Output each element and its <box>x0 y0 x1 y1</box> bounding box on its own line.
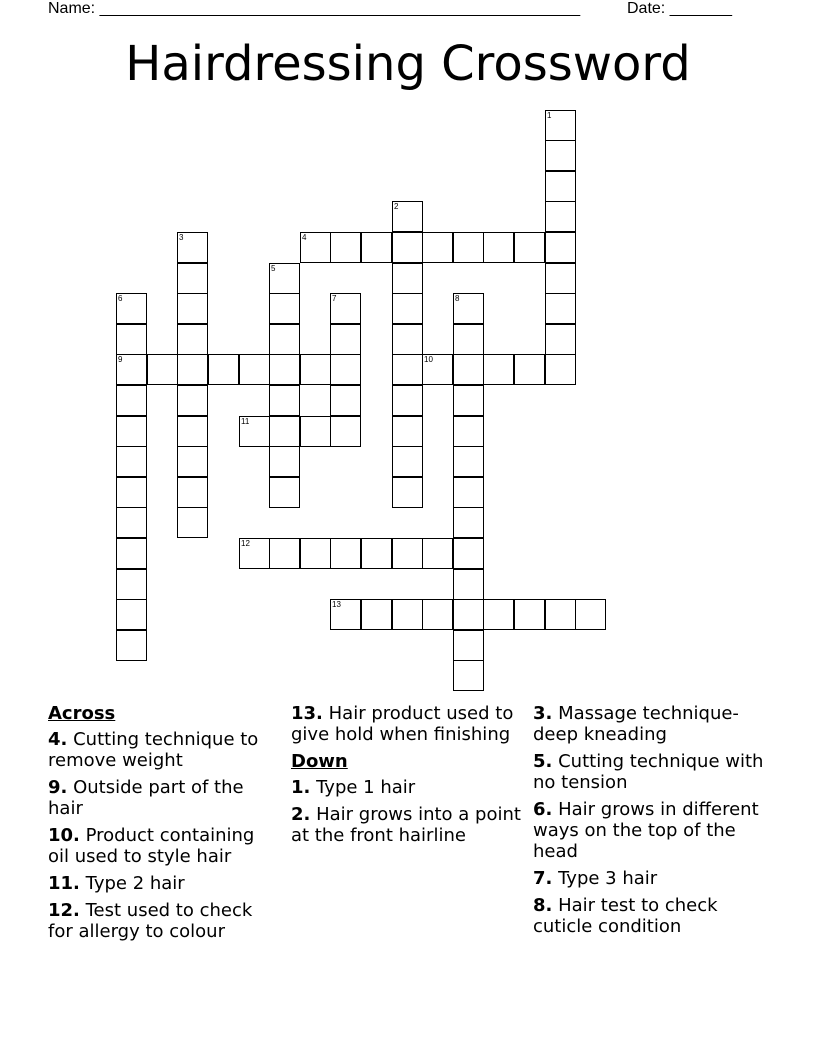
clue-number: 9. <box>48 777 68 798</box>
grid-cell[interactable] <box>269 416 300 447</box>
cell-number: 3 <box>179 233 184 242</box>
clue-down-7 <box>533 868 765 889</box>
grid-cell[interactable] <box>392 538 423 569</box>
clue-down-6 <box>533 799 765 862</box>
grid-cell[interactable] <box>300 538 331 569</box>
cell-number: 5 <box>271 264 276 273</box>
grid-cell[interactable] <box>545 599 576 630</box>
grid-cell[interactable] <box>514 232 545 263</box>
cell-number: 12 <box>241 539 250 548</box>
cell-number: 6 <box>118 294 123 303</box>
grid-cell[interactable] <box>392 232 423 263</box>
grid-cell[interactable] <box>330 232 361 263</box>
grid-cell[interactable] <box>392 293 423 324</box>
grid-cell[interactable] <box>453 660 484 691</box>
grid-cell[interactable] <box>116 599 147 630</box>
grid-cell[interactable] <box>208 354 239 385</box>
grid-cell[interactable] <box>545 324 576 355</box>
grid-cell[interactable] <box>239 354 270 385</box>
cell-number: 8 <box>455 294 460 303</box>
grid-cell[interactable] <box>545 263 576 294</box>
grid-cell[interactable] <box>453 385 484 416</box>
grid-cell[interactable] <box>422 538 453 569</box>
grid-cell[interactable] <box>392 263 423 294</box>
grid-cell[interactable] <box>330 416 361 447</box>
grid-cell[interactable] <box>545 110 576 141</box>
clue-text: Cutting technique to remove weight <box>48 729 259 771</box>
grid-cell[interactable] <box>453 507 484 538</box>
clue-down-8 <box>533 895 765 937</box>
grid-cell[interactable] <box>300 416 331 447</box>
grid-cell[interactable] <box>483 599 514 630</box>
grid-cell[interactable] <box>361 232 392 263</box>
clue-text: Massage technique- deep kneading <box>533 703 739 745</box>
grid-cell[interactable] <box>453 354 484 385</box>
clue-number: 11. <box>48 873 80 894</box>
grid-cell[interactable] <box>422 354 453 385</box>
grid-cell[interactable] <box>269 446 300 477</box>
grid-cell[interactable] <box>330 354 361 385</box>
name-field: Name: ______________________________________________________ <box>48 0 581 17</box>
clue-down-3 <box>533 703 765 745</box>
clue-text: Cutting technique with no tension <box>533 751 764 793</box>
clue-across-4 <box>48 729 280 771</box>
clue-text: Type 1 hair <box>316 777 416 798</box>
clue-down-2 <box>291 804 523 846</box>
grid-cell[interactable] <box>116 354 147 385</box>
grid-cell[interactable] <box>269 538 300 569</box>
clue-text: Outside part of the hair <box>48 777 244 819</box>
grid-cell[interactable] <box>116 416 147 447</box>
clue-number: 7. <box>533 868 553 889</box>
grid-cell[interactable] <box>147 354 178 385</box>
grid-cell[interactable] <box>545 232 576 263</box>
grid-cell[interactable] <box>453 538 484 569</box>
grid-cell[interactable] <box>269 293 300 324</box>
grid-cell[interactable] <box>177 477 208 508</box>
clue-column-3 <box>533 703 765 943</box>
grid-cell[interactable] <box>116 477 147 508</box>
grid-cell[interactable] <box>269 324 300 355</box>
grid-cell[interactable] <box>392 385 423 416</box>
clue-number: 5. <box>533 751 553 772</box>
grid-cell[interactable] <box>514 354 545 385</box>
grid-cell[interactable] <box>177 324 208 355</box>
clue-number: 13. <box>291 703 323 724</box>
clue-text: Hair test to check cuticle condition <box>533 895 718 937</box>
grid-cell[interactable] <box>392 416 423 447</box>
grid-cell[interactable] <box>177 354 208 385</box>
grid-cell[interactable] <box>116 293 147 324</box>
grid-cell[interactable] <box>422 599 453 630</box>
grid-cell[interactable] <box>453 416 484 447</box>
grid-cell[interactable] <box>453 569 484 600</box>
cell-number: 10 <box>424 355 433 364</box>
grid-cell[interactable] <box>545 171 576 202</box>
grid-cell[interactable] <box>545 293 576 324</box>
grid-cell[interactable] <box>116 385 147 416</box>
clue-number: 4. <box>48 729 68 750</box>
grid-cell[interactable] <box>116 569 147 600</box>
grid-cell[interactable] <box>177 385 208 416</box>
grid-cell[interactable] <box>392 201 423 232</box>
grid-cell[interactable] <box>392 324 423 355</box>
grid-cell[interactable] <box>330 324 361 355</box>
clue-number: 10. <box>48 825 80 846</box>
cell-number: 4 <box>302 233 307 242</box>
across-heading: Across <box>48 703 116 724</box>
clue-number: 8. <box>533 895 553 916</box>
grid-cell[interactable] <box>514 599 545 630</box>
clue-text: Hair product used to give hold when finishing <box>291 703 514 745</box>
grid-cell[interactable] <box>116 538 147 569</box>
grid-cell[interactable] <box>177 263 208 294</box>
clue-text: Type 3 hair <box>558 868 658 889</box>
clue-number: 12. <box>48 900 80 921</box>
page-title: Hairdressing Crossword <box>125 36 691 92</box>
grid-cell[interactable] <box>483 354 514 385</box>
grid-cell[interactable] <box>116 630 147 661</box>
clue-text: Hair grows into a point at the front hairline <box>291 804 521 846</box>
grid-cell[interactable] <box>453 293 484 324</box>
grid-cell[interactable] <box>269 354 300 385</box>
clue-number: 3. <box>533 703 553 724</box>
clue-across-9 <box>48 777 280 819</box>
grid-cell[interactable] <box>239 416 270 447</box>
clue-text: Test used to check for allergy to colour <box>48 900 253 942</box>
clue-text: Type 2 hair <box>85 873 185 894</box>
grid-cell[interactable] <box>545 201 576 232</box>
grid-cell[interactable] <box>453 599 484 630</box>
grid-cell[interactable] <box>330 538 361 569</box>
grid-cell[interactable] <box>545 140 576 171</box>
grid-cell[interactable] <box>453 446 484 477</box>
clue-text: Hair grows in different ways on the top of the head <box>533 799 759 862</box>
clue-column-1 <box>48 703 280 948</box>
grid-cell[interactable] <box>330 599 361 630</box>
grid-cell[interactable] <box>116 324 147 355</box>
grid-cell[interactable] <box>177 507 208 538</box>
cell-number: 13 <box>332 600 341 609</box>
clue-text: Product containing oil used to style hair <box>48 825 255 867</box>
grid-cell[interactable] <box>300 354 331 385</box>
grid-cell[interactable] <box>269 477 300 508</box>
grid-cell[interactable] <box>330 385 361 416</box>
down-heading: Down <box>291 751 348 772</box>
clue-down-1 <box>291 777 523 798</box>
grid-cell[interactable] <box>453 477 484 508</box>
clue-across-11 <box>48 873 280 894</box>
grid-cell[interactable] <box>177 293 208 324</box>
clue-column-2 <box>291 703 523 852</box>
grid-cell[interactable] <box>177 416 208 447</box>
grid-cell[interactable] <box>361 538 392 569</box>
grid-cell[interactable] <box>116 446 147 477</box>
cell-number: 11 <box>241 417 250 426</box>
grid-cell[interactable] <box>239 538 270 569</box>
cell-number: 9 <box>118 355 123 364</box>
grid-cell[interactable] <box>545 354 576 385</box>
grid-cell[interactable] <box>453 324 484 355</box>
clue-down-5 <box>533 751 765 793</box>
grid-cell[interactable] <box>483 232 514 263</box>
grid-cell[interactable] <box>392 477 423 508</box>
clue-number: 2. <box>291 804 311 825</box>
grid-cell[interactable] <box>116 507 147 538</box>
grid-cell[interactable] <box>453 630 484 661</box>
clue-number: 6. <box>533 799 553 820</box>
grid-cell[interactable] <box>361 599 392 630</box>
clue-across-10 <box>48 825 280 867</box>
grid-cell[interactable] <box>177 446 208 477</box>
grid-cell[interactable] <box>330 293 361 324</box>
grid-cell[interactable] <box>392 354 423 385</box>
date-field: Date: _______ <box>627 0 732 17</box>
grid-cell[interactable] <box>269 385 300 416</box>
cell-number: 2 <box>394 202 399 211</box>
clue-across-12 <box>48 900 280 942</box>
grid-cell[interactable] <box>575 599 606 630</box>
grid-cell[interactable] <box>392 446 423 477</box>
clue-across-13 <box>291 703 523 745</box>
cell-number: 1 <box>547 111 552 120</box>
grid-cell[interactable] <box>453 232 484 263</box>
cell-number: 7 <box>332 294 337 303</box>
grid-cell[interactable] <box>177 232 208 263</box>
grid-cell[interactable] <box>300 232 331 263</box>
grid-cell[interactable] <box>422 232 453 263</box>
grid-cell[interactable] <box>269 263 300 294</box>
grid-cell[interactable] <box>392 599 423 630</box>
clue-number: 1. <box>291 777 311 798</box>
